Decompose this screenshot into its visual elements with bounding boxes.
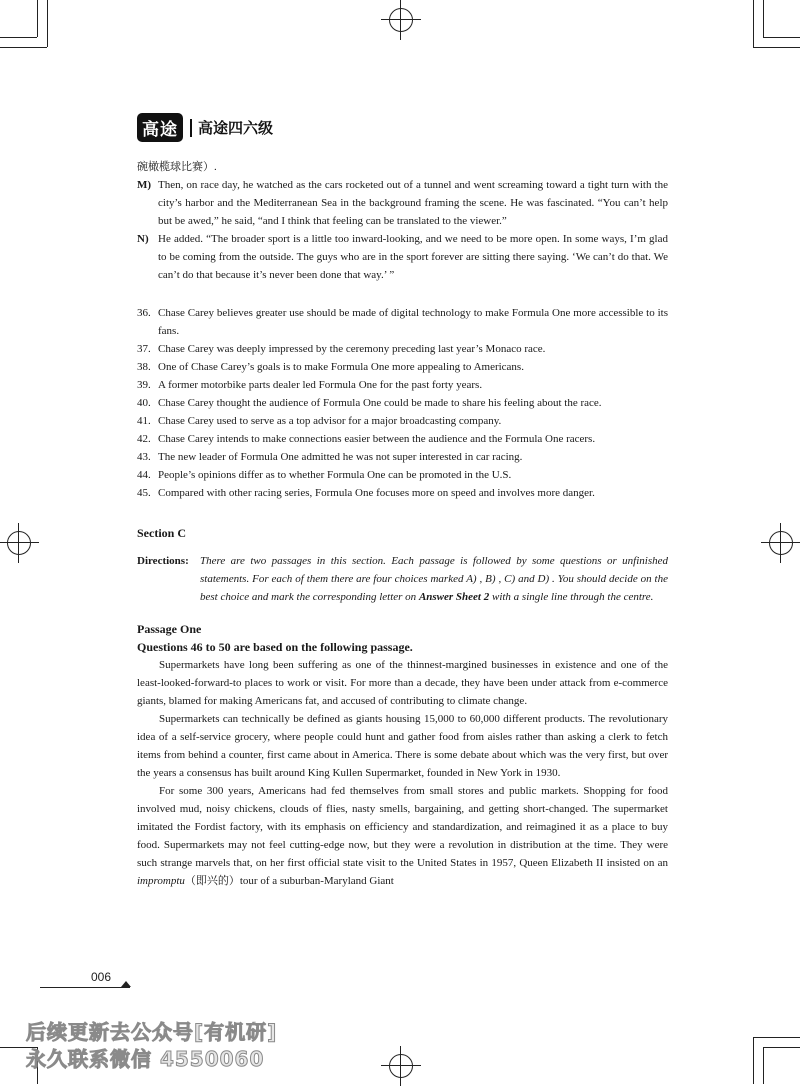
statement-number: 39.: [137, 379, 151, 391]
page-number: 006: [91, 970, 112, 984]
crop-mark: [763, 37, 800, 38]
statement-text: Chase Carey used to serve as a top advisor for a major broadcasting company.: [158, 415, 502, 427]
statement-item: [137, 448, 668, 466]
statement-item: [137, 376, 668, 394]
statement-item: [137, 484, 668, 502]
statement-number: 36.: [137, 307, 151, 319]
paragraph-text: Then, on race day, he watched as the cars rocketed out of a tunnel and went screaming toward a tight turn with the city’s harbor and the Mediterranean Sea in the background framing the scene. He was fascinated. “You can’t help but be awed,” he said, “and I think that feeling can be translated to the viewer.”: [158, 179, 668, 227]
crop-mark: [0, 37, 37, 38]
crop-mark: [753, 0, 754, 47]
statement-item: [137, 340, 668, 358]
directions-label: Directions:: [137, 555, 189, 567]
passage-paragraph: Supermarkets have long been suffering as one of the thinnest-margined businesses in existence and one of the least-looked-forward-to places to work or visit. For more than a decade, they have been under attack from e-commerce giants, blamed for making Americans fat, and accused of contributing to climate change.: [137, 659, 668, 707]
directions-text-part: with a single line through the centre.: [489, 591, 654, 603]
registration-mark: [389, 1054, 413, 1078]
paragraph-text: For some 300 years, Americans had fed themselves from small stores and public markets. Shopping for food involved mud, noisy chickens, clouds of flies, nasty smells, bargaining, and getting short-changed. The supermarket imitated the Fordist factory, with its emphasis on efficiency and standardization, and reimagined it as a place to buy food. Supermarkets may not feel cutting-edge now, but they were a revolution in distribution at the time. They were such strange marvels that, on her first official state visit to the United States in 1957, Queen Elizabeth II insisted on an: [137, 785, 668, 869]
passage-continuation: 碗橄榄球比赛）.: [137, 161, 217, 173]
directions: [137, 552, 668, 606]
statement-item: [137, 358, 668, 376]
registration-mark: [7, 531, 31, 555]
statement-item: [137, 304, 668, 340]
statement-text: The new leader of Formula One admitted he was not super interested in car racing.: [158, 451, 523, 463]
crop-mark: [0, 47, 47, 48]
page-content: [137, 158, 668, 890]
statement-number: 43.: [137, 451, 151, 463]
statement-text: Chase Carey thought the audience of Formula One could be made to share his feeling about the race.: [158, 397, 602, 409]
paragraph-text: tour of a suburban-Maryland Giant: [239, 875, 394, 887]
passage-paragraph: Supermarkets can technically be defined as giants housing 15,000 to 60,000 different products. The revolutionary idea of a self-service grocery, where people could hunt and gather food from aisles rather than asking a clerk to fetch items from behind a counter, first came about in America. There is some debate about which was the very first, but over the years a consensus has built around King Kullen Supermarket, founded in New York in 1930.: [137, 713, 668, 779]
statement-number: 45.: [137, 487, 151, 499]
passage-paragraph-m: [137, 176, 668, 230]
footer-triangle-icon: [121, 981, 131, 987]
statement-list: [137, 304, 668, 502]
glossed-word: impromptu: [137, 875, 185, 887]
passage-paragraph: [137, 782, 668, 890]
statement-number: 37.: [137, 343, 151, 355]
statement-text: Compared with other racing series, Formula One focuses more on speed and involves more danger.: [158, 487, 595, 499]
crop-mark: [763, 1047, 800, 1048]
statement-number: 40.: [137, 397, 151, 409]
statement-number: 44.: [137, 469, 151, 481]
section-title: Section C: [137, 526, 186, 540]
crop-mark: [753, 1037, 754, 1084]
statement-number: 42.: [137, 433, 151, 445]
header-brand: [137, 113, 273, 142]
statement-text: A former motorbike parts dealer led Formula One for the past forty years.: [158, 379, 483, 391]
statement-item: [137, 430, 668, 448]
statement-item: [137, 412, 668, 430]
directions-answer-sheet: Answer Sheet 2: [418, 591, 490, 603]
questions-line: Questions 46 to 50 are based on the following passage.: [137, 640, 413, 654]
paragraph-text: He added. “The broader sport is a little too inward-looking, and we need to be more open. In some ways, I’m glad to be coming from the outside. The guys who are in the sport forever are sitting there saying. ‘We can’t do that. We can’t do that because it’s never been done that way.’ ”: [158, 233, 668, 281]
word-gloss: （即兴的）: [184, 875, 240, 887]
crop-mark: [753, 47, 800, 48]
series-name: 高途四六级: [198, 119, 274, 137]
registration-mark: [389, 8, 413, 32]
statement-item: [137, 466, 668, 484]
watermark-line-1: 后续更新去公众号[有机研]: [26, 1020, 278, 1044]
statement-number: 38.: [137, 361, 151, 373]
watermark-line-2: 永久联系微信 4550060: [26, 1047, 265, 1071]
statement-text: One of Chase Carey’s goals is to make Formula One more appealing to Americans.: [158, 361, 524, 373]
statement-text: Chase Carey intends to make connections easier between the audience and the Formula One racers.: [158, 433, 596, 445]
crop-mark: [753, 1037, 800, 1038]
crop-mark: [763, 1047, 764, 1084]
registration-mark: [769, 531, 793, 555]
statement-text: Chase Carey believes greater use should be made of digital technology to make Formula One more accessible to its fans.: [158, 307, 668, 337]
passage-title: Passage One: [137, 622, 202, 636]
footer-rule: [40, 987, 130, 988]
statement-text: People’s opinions differ as to whether Formula One can be promoted in the U.S.: [158, 469, 512, 481]
paragraph-label: N): [137, 233, 149, 245]
statement-text: Chase Carey was deeply impressed by the ceremony preceding last year’s Monaco race.: [158, 343, 546, 355]
statement-number: 41.: [137, 415, 151, 427]
crop-mark: [37, 0, 38, 37]
passage-paragraph-n: [137, 230, 668, 284]
paragraph-label: M): [137, 179, 152, 191]
directions-text-part: There are two passages in this section. Each passage is followed by some questions or unfinished statements. For each of them there are four choices marked A) , B) , C) and D) . You should decide on the best choice and mark the corresponding letter on: [200, 555, 668, 603]
statement-item: [137, 394, 668, 412]
brand-divider: [190, 119, 192, 137]
crop-mark: [763, 0, 764, 37]
brand-logo: 高途: [137, 113, 183, 142]
crop-mark: [47, 0, 48, 47]
directions-text: [200, 552, 668, 606]
